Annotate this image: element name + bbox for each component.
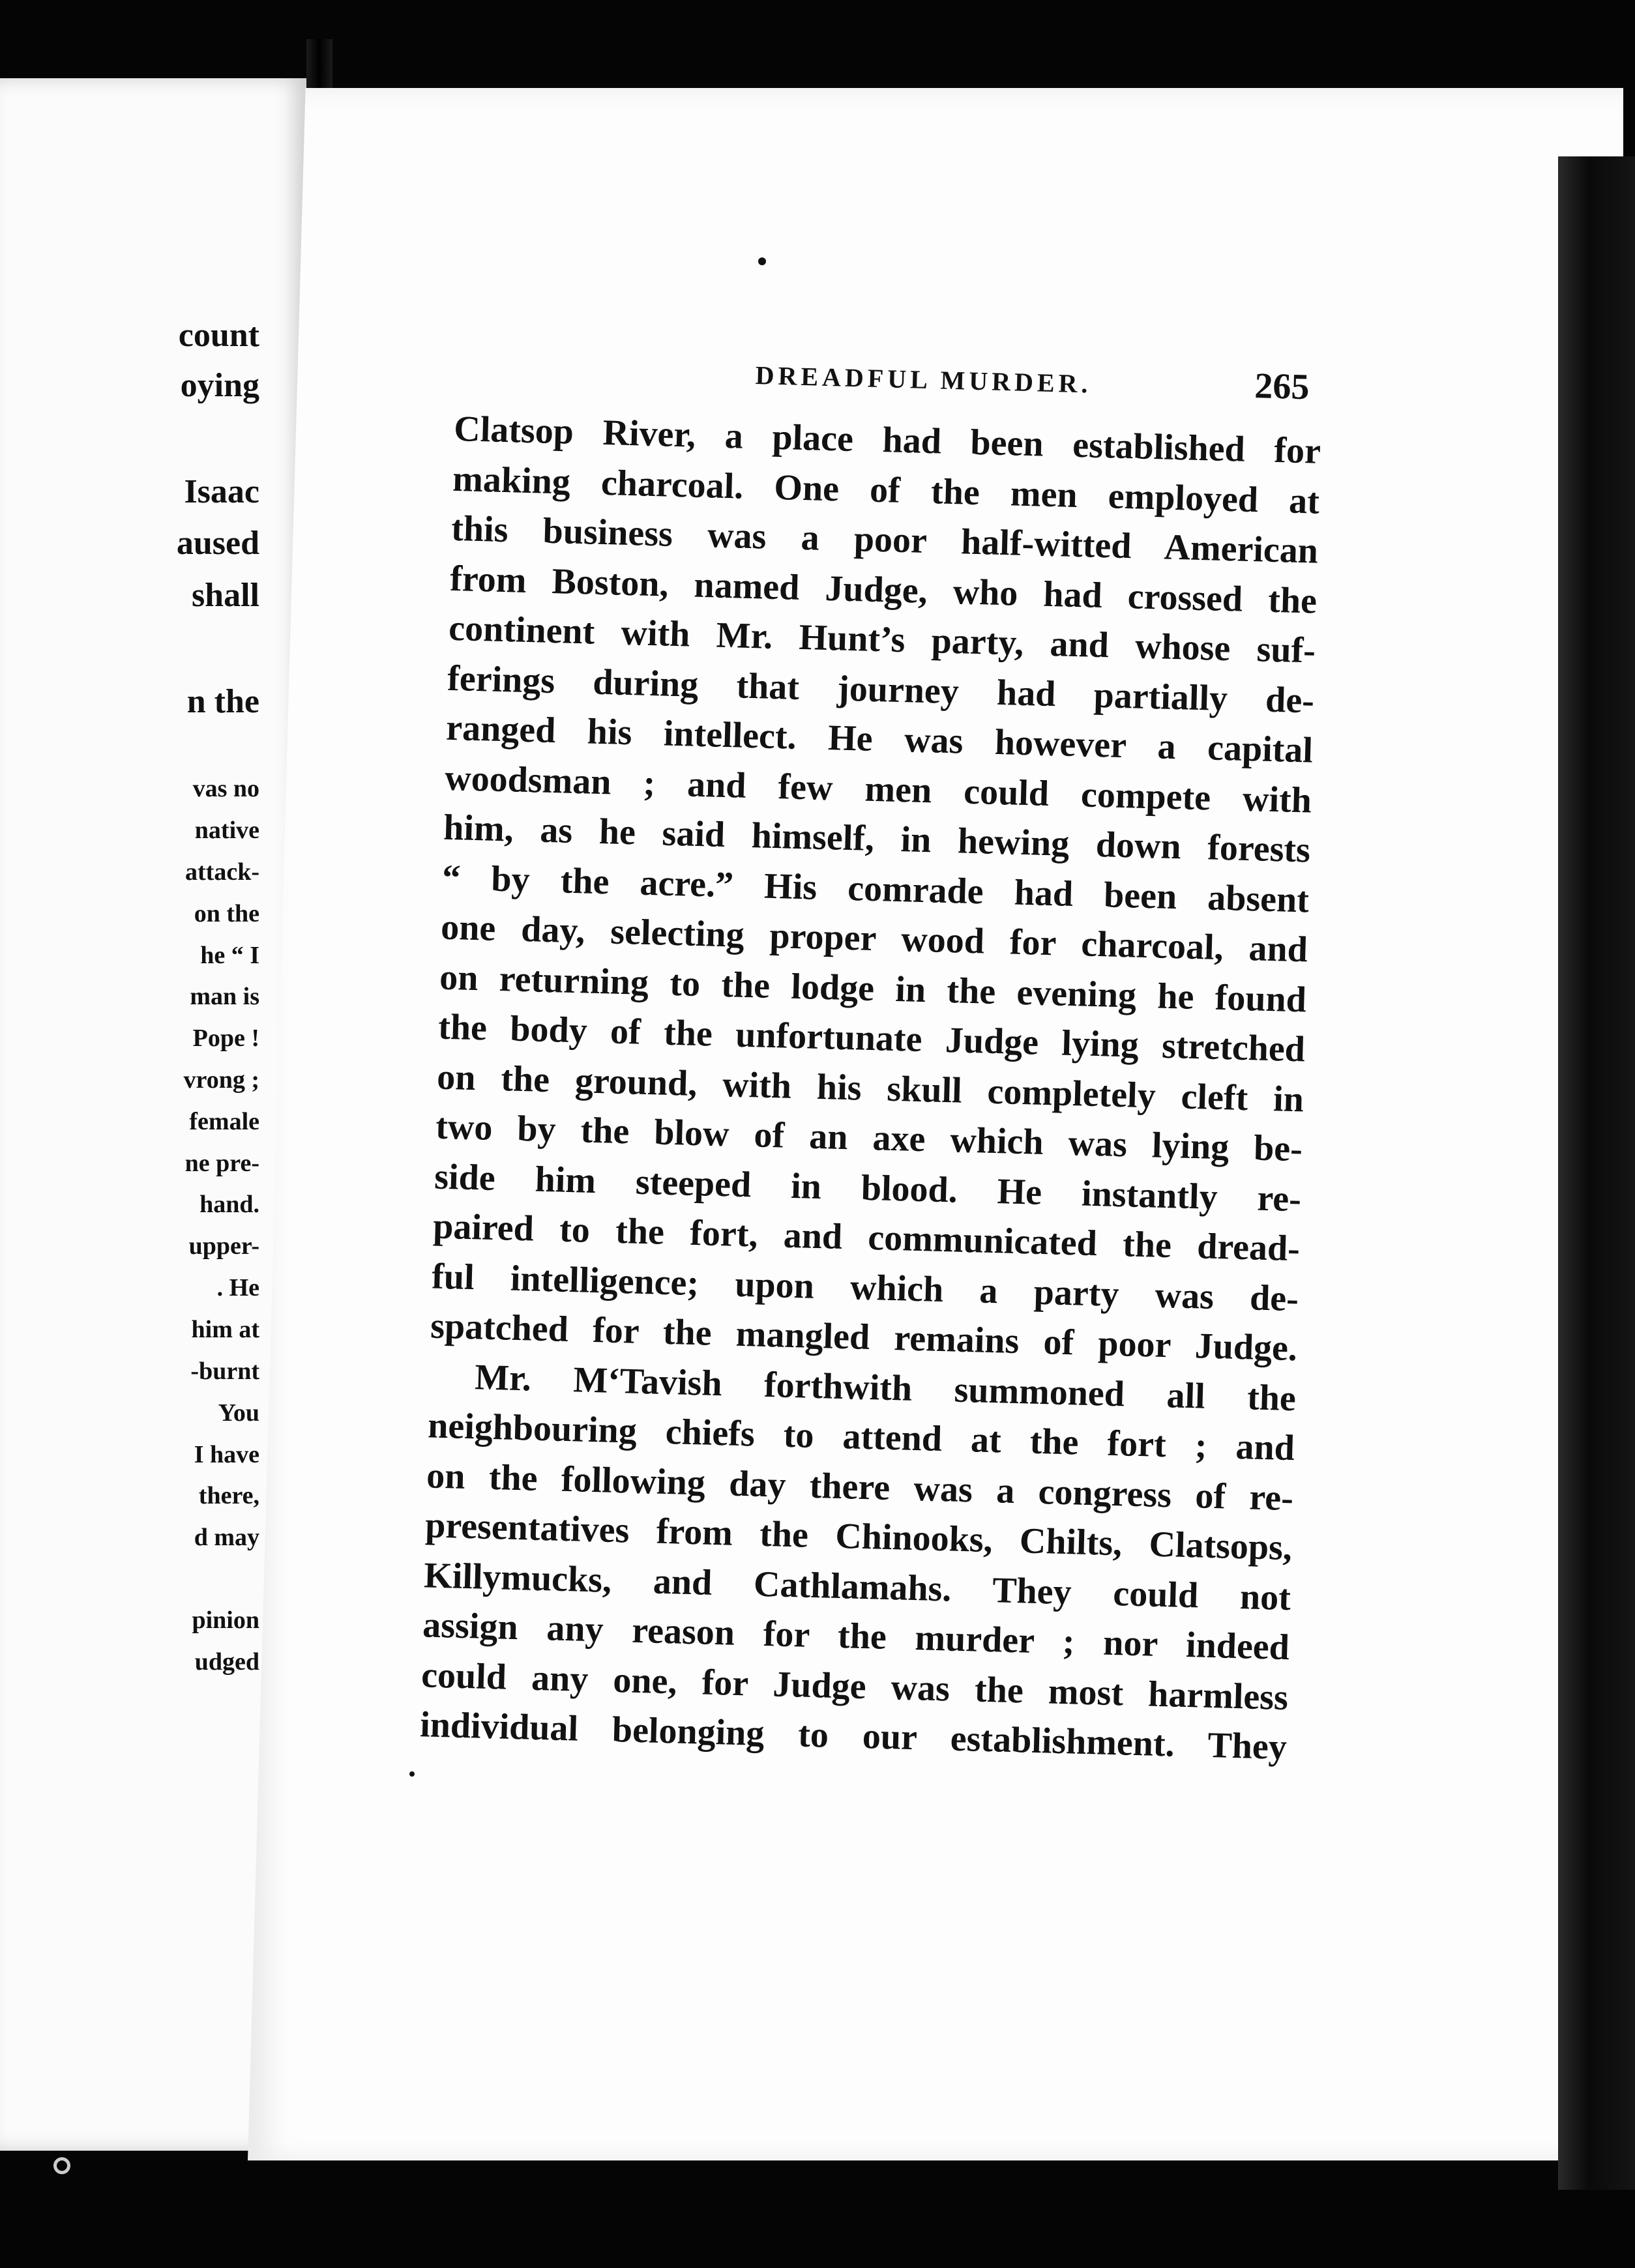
- left-page-text-fragment: d may: [194, 1524, 259, 1551]
- left-page-text-fragment: vrong ;: [183, 1066, 259, 1094]
- ink-speck: [53, 2157, 70, 2174]
- text-line: one day, selecting proper wood for charcoal, and: [440, 907, 1308, 970]
- left-page-text-fragment: hand.: [199, 1191, 259, 1218]
- text-line: individual belonging to our establishment. They: [419, 1704, 1288, 1768]
- text-line: paired to the fort, and communicated the dread-: [432, 1206, 1301, 1270]
- left-page-text-fragment: I have: [194, 1441, 259, 1468]
- left-page-text-fragment: shall: [191, 577, 259, 614]
- text-line: him, as he said himself, in hewing down forests: [443, 807, 1311, 871]
- left-page-text-fragment: pinion: [192, 1606, 259, 1634]
- text-line: “ by the acre.” His comrade had been absent: [441, 857, 1310, 921]
- left-page-text-fragment: oying: [180, 367, 259, 404]
- left-page-text-fragment: upper-: [188, 1232, 259, 1260]
- text-line: Killymucks, and Cathlamahs. They could not: [423, 1554, 1291, 1618]
- text-line: this business was a poor half-witted American: [450, 508, 1319, 572]
- left-page-text-fragment: ne pre-: [184, 1150, 259, 1177]
- left-page-text-fragment: native: [194, 817, 259, 844]
- text-line: assign any reason for the murder ; nor indeed: [422, 1605, 1290, 1668]
- left-page-text-fragment: he “ I: [200, 942, 259, 969]
- left-page-text-fragment: count: [178, 317, 259, 354]
- text-line: Clatsop River, a place had been established for: [453, 408, 1321, 472]
- left-page-text-fragment: You: [218, 1399, 259, 1427]
- left-page-text-fragment: on the: [194, 900, 259, 927]
- text-line: neighbouring chiefs to attend at the fort ; and: [427, 1405, 1295, 1469]
- left-page-text-fragment: aused: [176, 525, 259, 562]
- text-line: woodsman ; and few men could compete with: [444, 757, 1312, 821]
- left-page-text-fragment: Pope !: [192, 1025, 259, 1052]
- left-page-text-fragment: -burnt: [190, 1358, 259, 1385]
- text-line: on the following day there was a congress of re-: [426, 1455, 1294, 1519]
- left-page-text-fragment: attack-: [185, 858, 259, 886]
- text-line: continent with Mr. Hunt’s party, and whose suf-: [448, 607, 1316, 671]
- text-line: spatched for the mangled remains of poor Judge.: [430, 1305, 1298, 1369]
- body-text: [419, 404, 1321, 1773]
- left-page-text-fragment: vas no: [192, 775, 259, 802]
- text-line: ranged his intellect. He was however a capital: [445, 707, 1314, 771]
- running-head: DREADFUL MURDER.: [755, 360, 1093, 399]
- text-line: could any one, for Judge was the most harmless: [420, 1654, 1289, 1718]
- text-line: from Boston, named Judge, who had crossed the: [449, 558, 1318, 622]
- page-text-block: [419, 339, 1323, 1773]
- text-line: ferings during that journey had partially de-: [447, 658, 1315, 721]
- page-number: 265: [1254, 366, 1310, 408]
- text-line: two by the blow of an axe which was lying be-: [435, 1106, 1303, 1170]
- left-page-text-fragment: . He: [216, 1274, 259, 1301]
- left-page-text-fragment: Isaac: [184, 473, 259, 510]
- left-page-text-fragment: n the: [186, 683, 259, 720]
- text-line: Mr. M‘Tavish forthwith summoned all the: [474, 1356, 1297, 1419]
- left-page-text-fragment: female: [189, 1108, 259, 1135]
- left-page-text-fragment: him at: [191, 1316, 259, 1343]
- text-line: ful intelligence; upon which a party was de-: [431, 1256, 1299, 1319]
- left-page-text-fragment: there,: [198, 1482, 259, 1509]
- left-page-text-fragment: man is: [190, 983, 259, 1010]
- left-page-text-fragment: udged: [194, 1648, 259, 1676]
- page-edge-shadow: [1558, 156, 1635, 2190]
- text-line: on returning to the lodge in the evening he found: [439, 957, 1307, 1020]
- text-line: the body of the unfortunate Judge lying stretched: [437, 1006, 1306, 1070]
- ink-speck: [758, 257, 766, 265]
- text-line: presentatives from the Chinooks, Chilts, Clatsops,: [424, 1505, 1293, 1569]
- ink-speck: [409, 1771, 415, 1777]
- text-line: making charcoal. One of the men employed at: [452, 458, 1320, 522]
- text-line: side him steeped in blood. He instantly re-: [434, 1156, 1302, 1219]
- text-line: on the ground, with his skull completely cleft in: [436, 1056, 1304, 1120]
